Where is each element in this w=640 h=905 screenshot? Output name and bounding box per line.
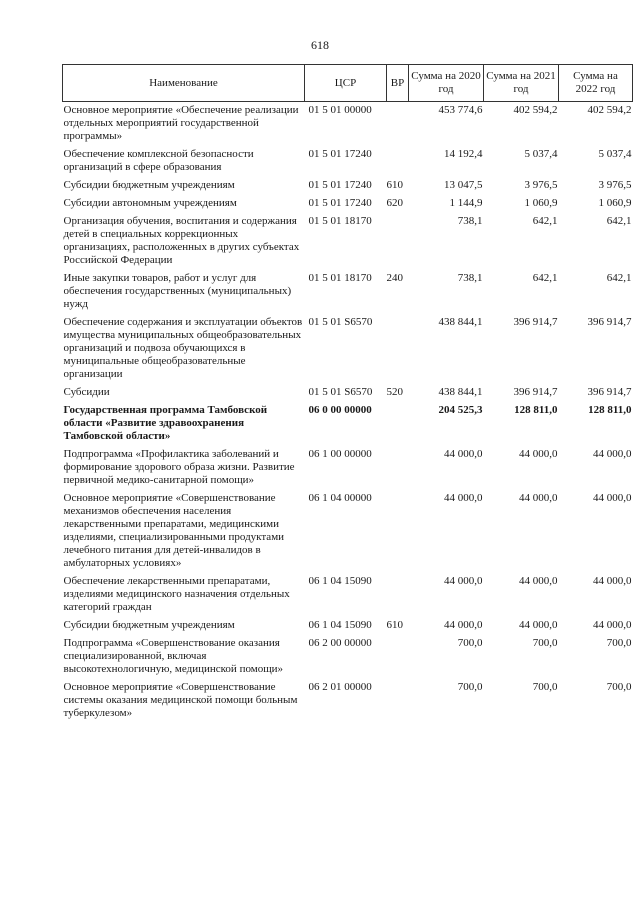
cell-name: Подпрограмма «Совершенствование оказания специализированной, включая высокотехнологичную, медицинской помощи» (63, 637, 284, 675)
cell-csr: 01 5 01 S6570 (308, 316, 373, 328)
cell-sum-2022: 44 000,0 (593, 575, 632, 587)
table-row (63, 402, 633, 446)
cell-name: Обеспечение комплексной безопасности организаций в сфере образования (63, 148, 254, 173)
cell-sum-2021: 5 037,4 (524, 148, 558, 160)
cell-sum-2021: 3 976,5 (524, 179, 558, 191)
cell-sum-2022: 700,0 (606, 681, 632, 693)
cell-sum-2020: 204 525,3 (438, 404, 483, 416)
cell-sum-2020: 44 000,0 (444, 448, 483, 460)
cell-sum-2020: 738,1 (457, 272, 483, 284)
cell-sum-2020: 438 844,1 (438, 386, 483, 398)
cell-sum-2020: 44 000,0 (444, 619, 483, 631)
cell-sum-2021: 396 914,7 (513, 316, 558, 328)
cell-sum-2022: 700,0 (606, 637, 632, 649)
cell-csr: 01 5 01 17240 (308, 148, 372, 160)
cell-name: Обеспечение лекарственными препаратами, изделиями медицинского назначения отдельных категорий граждан (63, 575, 290, 613)
cell-name: Субсидии автономным учреждениям (63, 197, 237, 209)
cell-sum-2021: 1 060,9 (524, 197, 558, 209)
table-row (63, 635, 633, 679)
cell-sum-2021: 44 000,0 (519, 448, 558, 460)
cell-vr (387, 402, 409, 446)
cell-name: Основное мероприятие «Совершенствование системы оказания медицинской помощи больным туберкулезом» (63, 681, 298, 719)
cell-vr (387, 213, 409, 270)
cell-sum-2021: 128 811,0 (514, 404, 558, 416)
cell-sum-2022: 128 811,0 (588, 404, 632, 416)
cell-name: Субсидии бюджетным учреждениям (63, 619, 235, 631)
table-row (63, 195, 633, 213)
cell-vr (387, 446, 409, 490)
cell-sum-2022: 44 000,0 (593, 619, 632, 631)
cell-csr: 06 1 04 15090 (308, 575, 372, 587)
header-vr: ВР (387, 65, 409, 102)
cell-csr: 01 5 01 18170 (308, 272, 372, 284)
cell-csr: 01 5 01 00000 (308, 104, 372, 116)
page-number: 618 (311, 38, 329, 52)
cell-sum-2021: 642,1 (532, 215, 558, 227)
cell-sum-2022: 1 060,9 (598, 197, 632, 209)
cell-csr: 06 2 00 00000 (308, 637, 372, 649)
cell-sum-2020: 1 144,9 (449, 197, 483, 209)
cell-sum-2022: 396 914,7 (587, 316, 632, 328)
header-sum-2020: Сумма на 2020 год (409, 65, 484, 102)
cell-vr: 520 (386, 386, 403, 398)
table-body (63, 102, 633, 724)
cell-csr: 06 1 04 00000 (308, 492, 372, 504)
cell-sum-2020: 438 844,1 (438, 316, 483, 328)
table-row (63, 446, 633, 490)
cell-sum-2020: 700,0 (457, 637, 483, 649)
cell-sum-2021: 700,0 (532, 637, 558, 649)
table-row (63, 314, 633, 384)
cell-vr (387, 573, 409, 617)
cell-sum-2021: 396 914,7 (513, 386, 558, 398)
cell-vr (387, 146, 409, 177)
table-row (63, 384, 633, 402)
cell-sum-2022: 5 037,4 (598, 148, 632, 160)
cell-sum-2022: 44 000,0 (593, 448, 632, 460)
cell-vr: 610 (386, 179, 403, 191)
cell-name: Субсидии бюджетным учреждениям (63, 179, 235, 191)
table-row (63, 573, 633, 617)
cell-name: Основное мероприятие «Обеспечение реализации отдельных мероприятий государственной программы» (63, 104, 299, 142)
cell-csr: 01 5 01 17240 (308, 179, 372, 191)
cell-sum-2022: 402 594,2 (587, 104, 632, 116)
cell-csr: 06 1 00 00000 (308, 448, 372, 460)
cell-sum-2020: 700,0 (457, 681, 483, 693)
cell-name: Организация обучения, воспитания и содержания детей в специальных коррекционных организациях, расположенных в других субъектах Российской Федерации (63, 215, 300, 266)
cell-vr: 610 (386, 619, 403, 631)
cell-sum-2020: 13 047,5 (444, 179, 483, 191)
cell-vr (387, 102, 409, 147)
cell-vr: 620 (386, 197, 403, 209)
cell-vr (387, 635, 409, 679)
cell-name: Подпрограмма «Профилактика заболеваний и формирование здорового образа жизни. Развитие первичной медико-санитарной помощи» (63, 448, 295, 486)
table-row (63, 617, 633, 635)
table-row (63, 270, 633, 314)
cell-sum-2021: 44 000,0 (519, 575, 558, 587)
cell-name: Государственная программа Тамбовской области «Развитие здравоохранения Тамбовской области» (63, 404, 268, 442)
cell-sum-2020: 453 774,6 (438, 104, 483, 116)
cell-sum-2022: 3 976,5 (598, 179, 632, 191)
cell-name: Основное мероприятие «Совершенствование механизмов обеспечения населения лекарственными препаратами, медицинскими изделиями, специализированными продуктами лечебного питания для детей-инвалидов в амбулаторных условиях» (63, 492, 285, 569)
table-row (63, 213, 633, 270)
cell-name: Иные закупки товаров, работ и услуг для обеспечения государственных (муниципальных) нужд (63, 272, 292, 310)
table-row (63, 102, 633, 147)
cell-vr (387, 314, 409, 384)
table-row (63, 146, 633, 177)
cell-sum-2021: 44 000,0 (519, 619, 558, 631)
cell-sum-2020: 44 000,0 (444, 492, 483, 504)
cell-sum-2021: 402 594,2 (513, 104, 558, 116)
table-row (63, 490, 633, 573)
table-row (63, 177, 633, 195)
cell-sum-2022: 642,1 (606, 272, 632, 284)
budget-table (62, 64, 633, 723)
cell-sum-2021: 44 000,0 (519, 492, 558, 504)
cell-csr: 01 5 01 18170 (308, 215, 372, 227)
cell-vr: 240 (386, 272, 403, 284)
cell-name: Субсидии (63, 386, 110, 398)
cell-sum-2022: 642,1 (606, 215, 632, 227)
cell-sum-2021: 642,1 (532, 272, 558, 284)
header-csr: ЦСР (305, 65, 387, 102)
cell-csr: 01 5 01 S6570 (308, 386, 373, 398)
header-name: Наименование (63, 65, 305, 102)
cell-sum-2020: 14 192,4 (444, 148, 483, 160)
cell-sum-2020: 738,1 (457, 215, 483, 227)
cell-csr: 06 1 04 15090 (308, 619, 372, 631)
cell-name: Обеспечение содержания и эксплуатации объектов имущества муниципальных общеобразовательных организаций и подвоза обучающихся в муниципальные общеобразовательные организации (63, 316, 303, 380)
cell-csr: 06 2 01 00000 (308, 681, 372, 693)
header-sum-2021: Сумма на 2021 год (484, 65, 559, 102)
cell-sum-2022: 396 914,7 (587, 386, 632, 398)
header-sum-2022: Сумма на 2022 год (559, 65, 633, 102)
cell-sum-2021: 700,0 (532, 681, 558, 693)
table-row (63, 679, 633, 723)
cell-sum-2020: 44 000,0 (444, 575, 483, 587)
cell-vr (387, 679, 409, 723)
cell-csr: 06 0 00 00000 (308, 404, 372, 416)
cell-sum-2022: 44 000,0 (593, 492, 632, 504)
table-header (63, 65, 633, 102)
cell-csr: 01 5 01 17240 (308, 197, 372, 209)
cell-vr (387, 490, 409, 573)
